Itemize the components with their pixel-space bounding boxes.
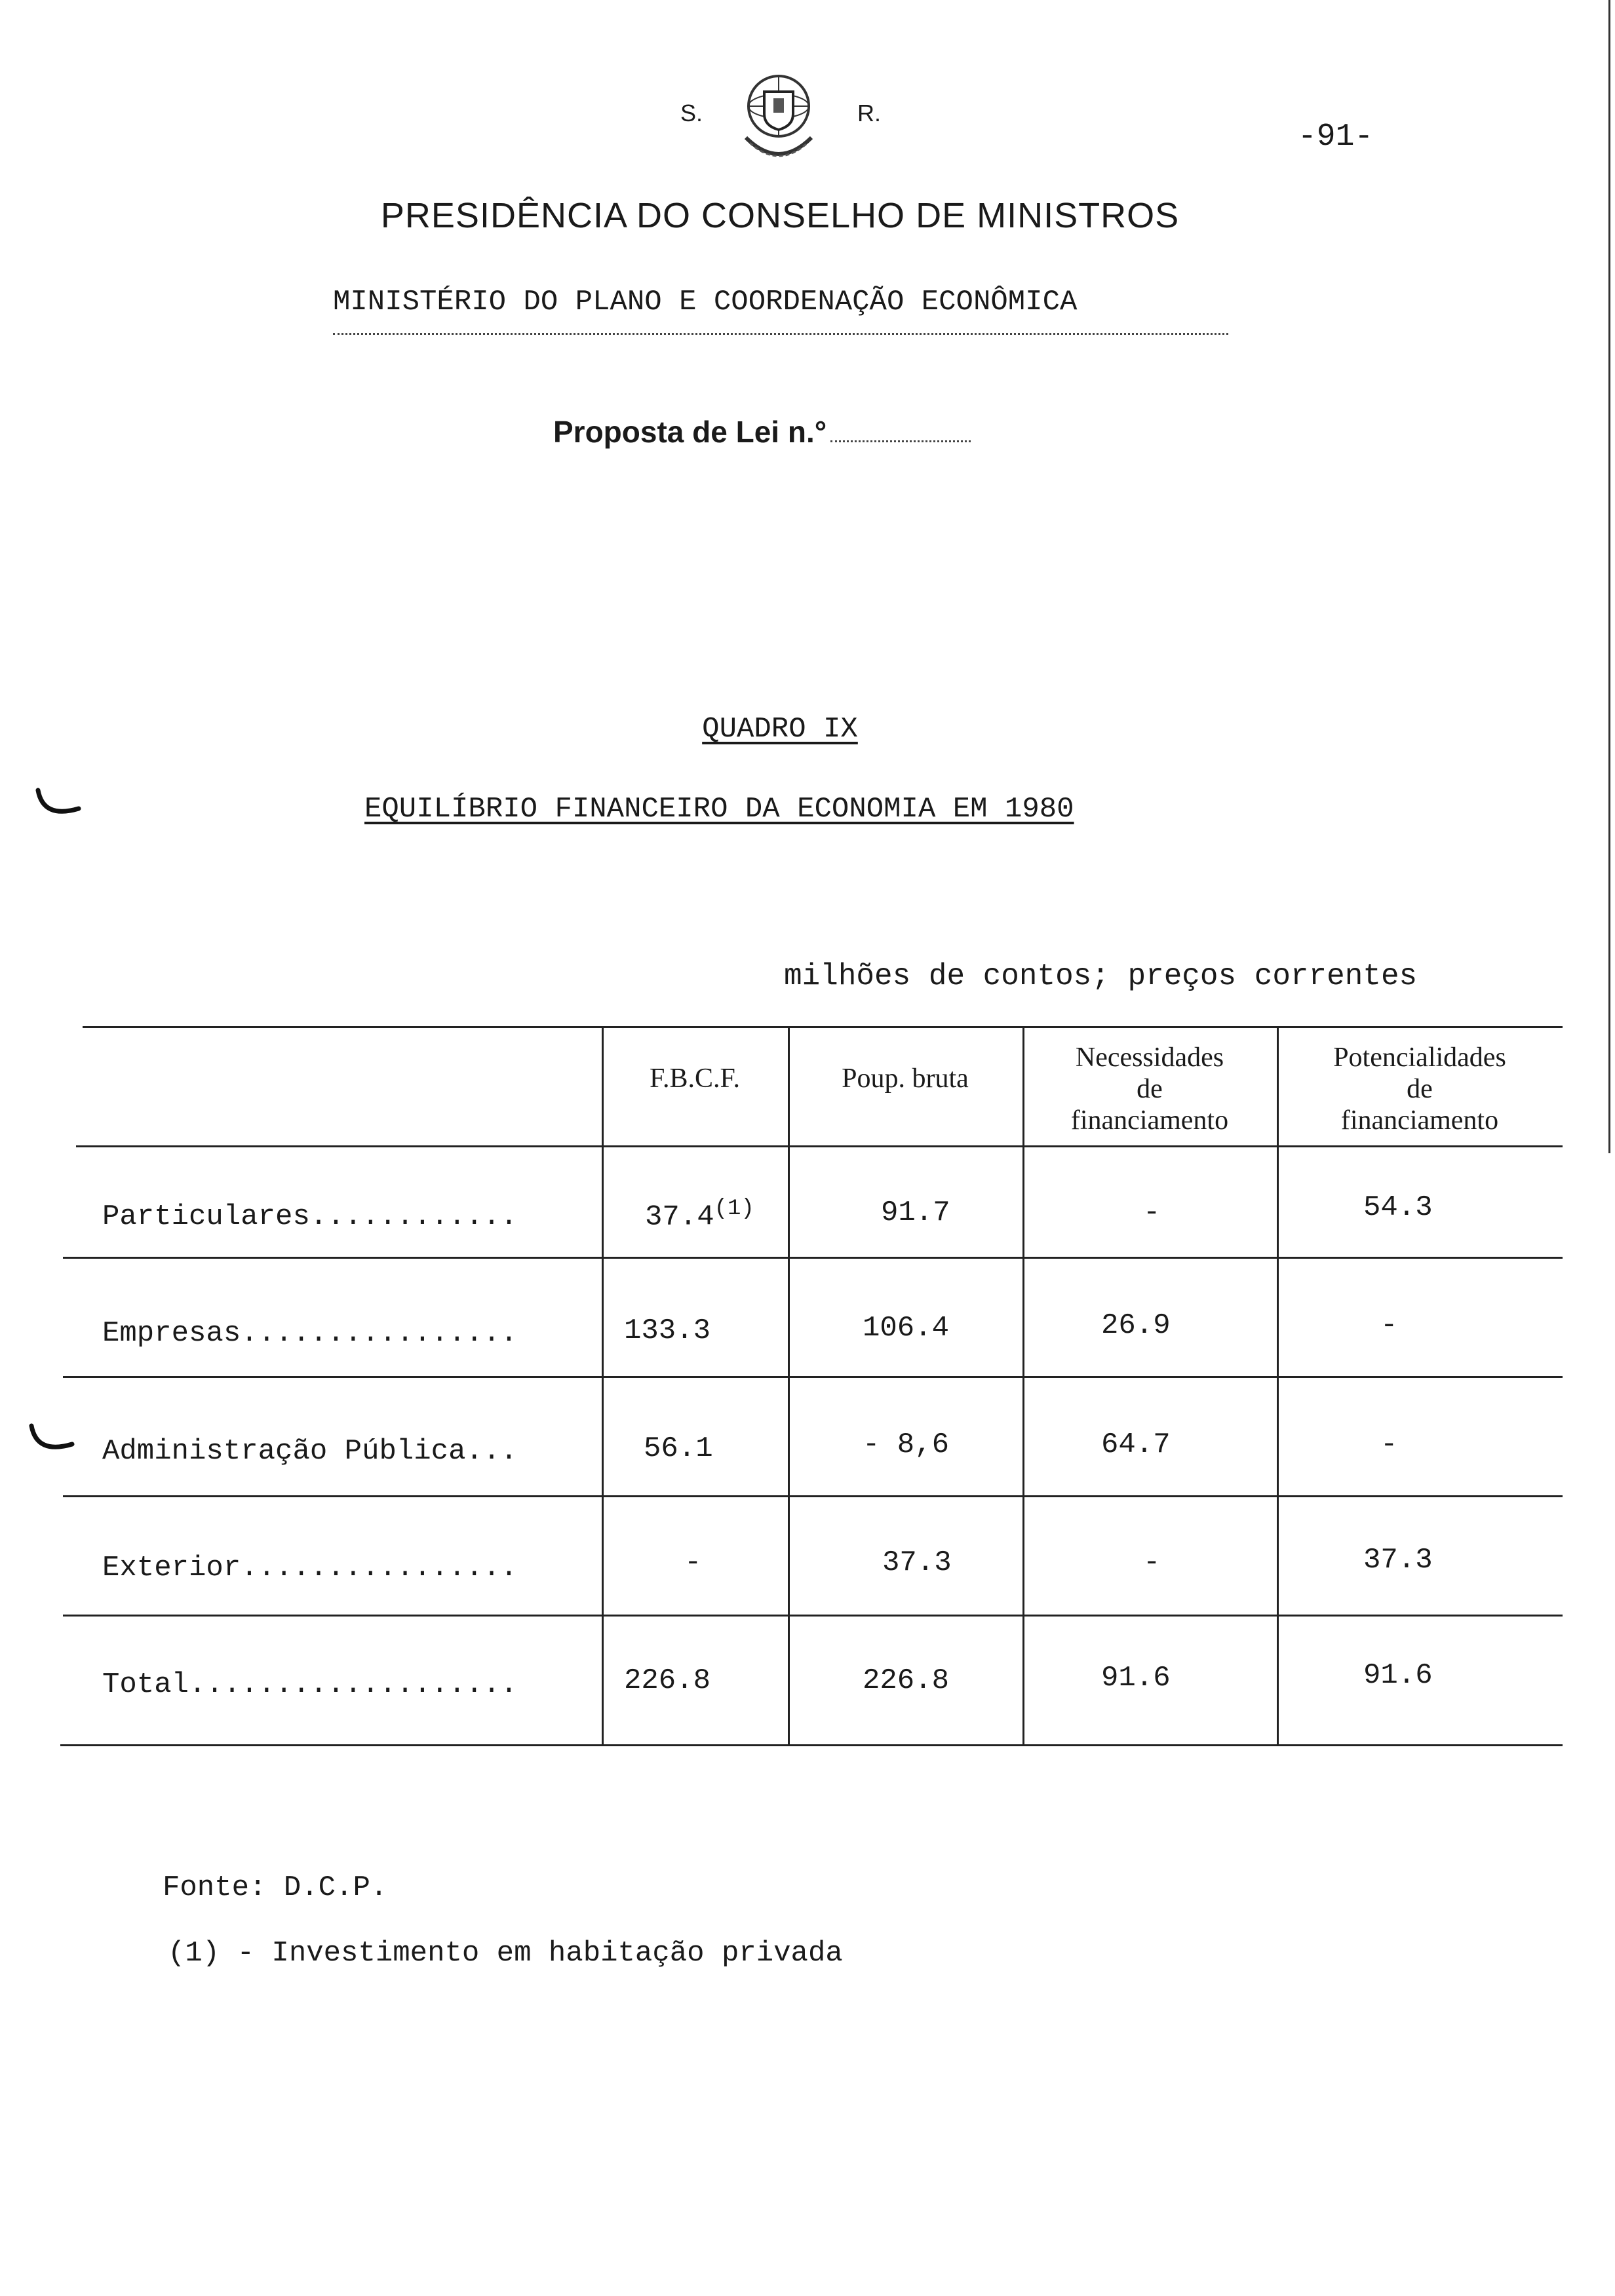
table-cell: 226.8 [624,1664,711,1697]
table-cell: - [684,1546,702,1579]
table-cell: - [1143,1546,1161,1579]
table-cell: 56.1 [644,1432,713,1465]
row-rule [63,1257,1563,1259]
table-cell: 133.3 [624,1314,711,1347]
unit-note: milhões de contos; preços correntes [784,959,1418,993]
proposta-label: Proposta de Lei n.° [553,415,827,449]
row-label: Empresas................ [102,1317,518,1350]
column-header: Necessidades de financiamento [1070,1043,1229,1136]
table-cell: 26.9 [1101,1309,1171,1342]
page-edge [1608,0,1610,1153]
table-cell: - [1380,1309,1398,1342]
table-cell: 64.7 [1101,1428,1171,1461]
presidencia-heading: PRESIDÊNCIA DO CONSELHO DE MINISTROS [380,196,1180,235]
table-cell: 91.6 [1101,1662,1171,1694]
footnote-marker: (1) [714,1196,754,1221]
column-header: Poup. bruta [842,1063,969,1094]
row-label: Total................... [102,1668,518,1701]
column-header: F.B.C.F. [649,1063,741,1094]
table-cell: - [1380,1428,1398,1461]
table-cell: - [1143,1196,1161,1229]
proposta-line [553,414,971,450]
margin-check-mark-icon [26,1422,79,1461]
row-rule [63,1615,1563,1617]
footnote: (1) - Investimento em habitação privada [168,1937,843,1970]
row-label: Administração Pública... [102,1435,518,1468]
coat-of-arms-icon [726,66,831,170]
table-cell [645,1196,754,1234]
ministerio-heading: MINISTÉRIO DO PLANO E COORDENAÇÃO ECONÔMICA [333,286,1078,318]
column-header: Potencialidades de financiamento [1333,1043,1506,1136]
table-cell: 54.3 [1363,1191,1433,1224]
column-rule [602,1026,604,1744]
dotted-rule [333,333,1228,335]
table-cell: 91.6 [1363,1659,1433,1692]
margin-check-mark-icon [33,786,85,826]
table-title: EQUILÍBRIO FINANCEIRO DA ECONOMIA EM 1980 [364,793,1074,826]
page-number: -91- [1298,119,1374,155]
table-bottom-rule [60,1744,1563,1746]
header-bottom-rule [76,1145,1563,1147]
row-rule [63,1495,1563,1497]
table-cell: 37.3 [1363,1544,1433,1577]
table-cell: 106.4 [863,1312,950,1345]
proposta-blank [830,440,971,442]
source-note: Fonte: D.C.P. [163,1871,388,1904]
table-cell: 37.3 [882,1546,952,1579]
quadro-title: QUADRO IX [702,713,858,746]
table-cell: 226.8 [863,1664,950,1697]
row-label: Particulares............ [102,1200,518,1233]
letterhead-r: R. [857,100,881,126]
row-rule [63,1376,1563,1378]
table-cell: 91.7 [881,1196,950,1229]
table-cell: - 8,6 [863,1428,950,1461]
column-rule [788,1026,790,1744]
row-label: Exterior................ [102,1552,518,1584]
table-top-rule [83,1026,1563,1028]
cell-value: 37.4 [645,1200,714,1234]
letterhead-s: S. [680,100,703,126]
